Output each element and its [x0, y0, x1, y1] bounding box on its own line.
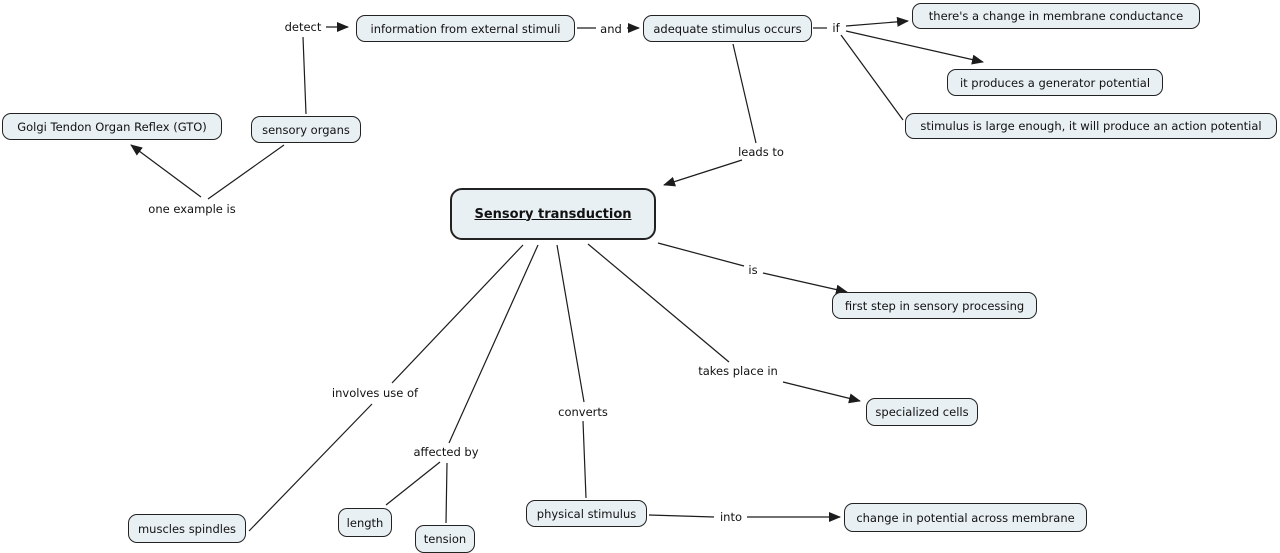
node-golgi-tendon-organ-reflex[interactable]: Golgi Tendon Organ Reflex (GTO) — [2, 113, 222, 140]
node-membrane-conductance-change[interactable]: there's a change in membrane conductance — [912, 3, 1200, 29]
node-first-step-in-sensory-processing[interactable]: first step in sensory processing — [832, 292, 1037, 319]
edge-sensory-organs--one-example-is — [208, 145, 284, 199]
edge-sensory-transduction--takes-place-in — [588, 244, 729, 362]
link-label-and[interactable]: and — [600, 22, 622, 36]
edge-sensory-transduction--affected-by — [449, 245, 538, 443]
link-label-leads-to[interactable]: leads to — [738, 145, 784, 159]
node-adequate-stimulus-occurs[interactable]: adequate stimulus occurs — [643, 15, 812, 42]
link-label-affected-by[interactable]: affected by — [413, 445, 479, 459]
node-physical-stimulus[interactable]: physical stimulus — [526, 500, 647, 527]
node-generator-potential[interactable]: it produces a generator potential — [947, 69, 1163, 96]
edge-one-example-is--golgi-tendon-organ-reflex — [131, 145, 201, 197]
edge-affected-by--length — [386, 462, 440, 505]
edge-if--action-potential — [841, 35, 903, 120]
node-length[interactable]: length — [338, 508, 392, 537]
edge-affected-by--tension — [446, 463, 447, 523]
node-information-from-external-stimuli[interactable]: information from external stimuli — [356, 15, 575, 42]
edge-sensory-transduction--is — [658, 243, 744, 266]
edge-sensory-transduction--converts — [557, 245, 584, 402]
edge-physical-stimulus--into — [649, 515, 714, 517]
link-label-if[interactable]: if — [832, 21, 840, 35]
edge-is--first-step-in-sensory-processing — [763, 273, 847, 292]
link-label-is[interactable]: is — [748, 263, 758, 277]
link-label-detect[interactable]: detect — [284, 20, 322, 34]
edge-adequate-stimulus-occurs--leads-to — [733, 44, 756, 143]
edge-lines-group — [131, 21, 983, 531]
node-specialized-cells[interactable]: specialized cells — [866, 398, 978, 426]
edge-takes-place-in--specialized-cells — [783, 382, 860, 401]
edge-converts--physical-stimulus — [583, 421, 586, 498]
edge-sensory-transduction--involves-use-of — [392, 245, 523, 383]
link-label-involves-use-of[interactable]: involves use of — [331, 386, 419, 400]
node-muscles-spindles[interactable]: muscles spindles — [128, 514, 246, 543]
edge-if--generator-potential — [846, 31, 983, 62]
node-change-in-potential-across-membrane[interactable]: change in potential across membrane — [844, 503, 1087, 532]
link-label-into[interactable]: into — [719, 510, 743, 524]
edge-if--membrane-conductance-change — [846, 21, 908, 26]
node-action-potential[interactable]: stimulus is large enough, it will produce an action potential — [905, 113, 1277, 139]
edge-detect--sensory-organs — [303, 37, 306, 114]
link-label-converts[interactable]: converts — [558, 405, 608, 419]
edge-leads-to--sensory-transduction — [664, 160, 742, 185]
node-tension[interactable]: tension — [415, 525, 475, 553]
node-sensory-organs[interactable]: sensory organs — [251, 116, 361, 143]
link-label-one-example-is[interactable]: one example is — [148, 202, 236, 216]
link-label-takes-place-in[interactable]: takes place in — [698, 364, 778, 378]
node-sensory-transduction[interactable]: Sensory transduction — [450, 188, 656, 240]
